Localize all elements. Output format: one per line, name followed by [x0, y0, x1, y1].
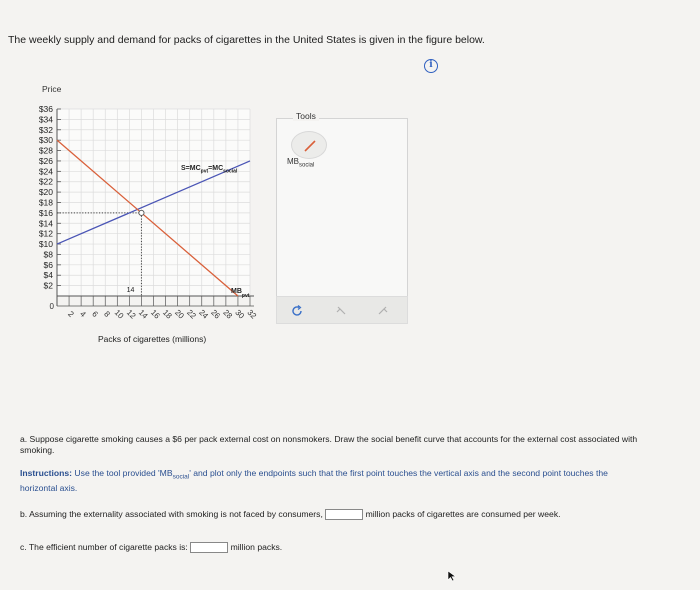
y-tick-label: $8 — [43, 249, 53, 260]
question-part-b: b. Assuming the externality associated with smoking is not faced by consumers, million packs of cigarettes are consumed per week. — [20, 509, 561, 519]
y-tick-label: $16 — [38, 207, 53, 218]
answer-input-part-b[interactable] — [325, 509, 363, 520]
x-tick-label: 26 — [209, 307, 222, 321]
x-tick-label: 32 — [245, 307, 259, 321]
line-draw-icon — [302, 138, 318, 154]
y-tick-label: $14 — [38, 218, 53, 229]
y-tick-label: $30 — [38, 135, 53, 146]
x-tick-label: 14 — [136, 307, 150, 321]
origin-label: 0 — [49, 302, 54, 311]
x-tick-label: 22 — [185, 307, 198, 321]
equilibrium-point — [139, 210, 144, 215]
equilibrium-quantity-label: 14 — [126, 287, 135, 294]
instructions: Instructions: Use the tool provided '$MB_{social}$' and plot only the endpoints such that the first point touches the vertical axis and the second point touches the horizontal axis. — [20, 468, 608, 494]
y-tick-label: $26 — [38, 155, 53, 166]
y-tick-labels — [39, 104, 55, 311]
x-tick-label: 30 — [233, 307, 247, 321]
x-tick-label: 6 — [90, 309, 100, 319]
y-tick-label: $22 — [38, 176, 53, 187]
x-tick-label: 28 — [221, 307, 234, 321]
x-tick-label: 4 — [78, 309, 88, 319]
x-tick-labels — [66, 308, 258, 321]
y-tick-label: $10 — [38, 239, 53, 250]
y-tick-label: $24 — [38, 166, 53, 177]
y-tick-label: $34 — [38, 114, 53, 125]
undo-icon[interactable] — [333, 303, 349, 319]
x-tick-label: 18 — [160, 307, 174, 321]
supply-line-label: $S=MC_{pvt}=MC_{social}$ — [181, 165, 238, 175]
tools-title: Tools — [293, 111, 319, 121]
y-tick-label: $18 — [38, 197, 53, 208]
question-part-c: c. The efficient number of cigarette packs is: million packs. — [20, 542, 283, 552]
question-part-a: a. Suppose cigarette smoking causes a $6 per pack external cost on nonsmokers. Draw the social benefit curve that accounts for the external cost associated with smoking. — [20, 434, 638, 455]
x-tick-label: 20 — [173, 307, 186, 321]
y-tick-label: $20 — [38, 187, 53, 198]
x-tick-label: 2 — [66, 309, 76, 319]
demand-line-label: $MB_{pvt}$ — [231, 288, 250, 299]
tools-panel — [276, 111, 408, 304]
x-tick-label: 24 — [197, 307, 210, 321]
x-tick-label: 16 — [148, 307, 162, 321]
y-axis-label: Price — [42, 84, 62, 94]
x-axis-label: Packs of cigarettes (millions) — [98, 334, 207, 344]
y-tick-label: $12 — [38, 228, 53, 239]
y-tick-label: $2 — [43, 280, 53, 291]
x-tick-label: 8 — [102, 309, 112, 319]
graph-toolbar — [276, 296, 408, 324]
mouse-cursor-icon — [447, 570, 457, 582]
y-tick-label: $28 — [38, 145, 53, 156]
y-tick-label: $4 — [43, 270, 53, 281]
reset-icon[interactable] — [289, 303, 305, 319]
redo-icon[interactable] — [375, 303, 391, 319]
mb-social-tool-button[interactable] — [291, 131, 327, 159]
y-tick-label: $36 — [38, 104, 53, 114]
y-tick-label: $32 — [38, 124, 53, 135]
question-intro: The weekly supply and demand for packs of cigarettes in the United States is given in the figure below. — [8, 34, 485, 46]
answer-input-part-c[interactable] — [190, 542, 228, 553]
x-tick-label: 10 — [112, 307, 126, 321]
info-circle-icon[interactable]: i — [424, 59, 438, 73]
mb-social-tool-label: $MB_{social}$ — [287, 157, 315, 169]
x-tick-label: 12 — [124, 307, 138, 321]
y-tick-label: $6 — [43, 259, 53, 270]
